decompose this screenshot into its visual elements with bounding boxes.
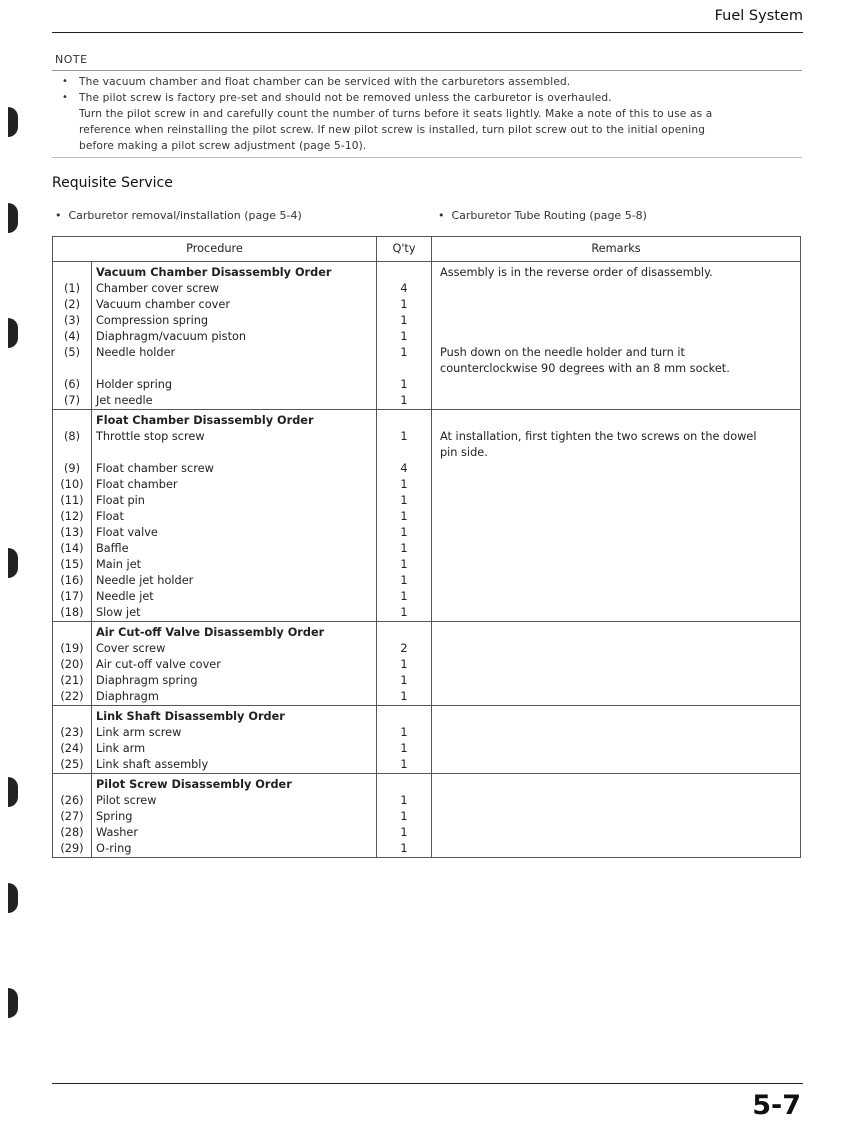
quantity: 1: [377, 429, 432, 445]
table-row: [53, 525, 801, 541]
part-name: Needle jet: [96, 590, 154, 603]
binder-hole: [8, 883, 18, 913]
remark: [432, 557, 801, 573]
item-number: [53, 410, 92, 430]
table-row: [53, 589, 801, 605]
part-name: Link shaft assembly: [92, 757, 377, 774]
remark: [432, 622, 801, 642]
item-number: (11): [53, 493, 92, 509]
remark: [432, 297, 801, 313]
item-number: (9): [53, 461, 92, 477]
part-name: Slow jet: [92, 605, 377, 622]
requisite-item: • Carburetor Tube Routing (page 5-8): [438, 209, 647, 222]
part-name: Air cut-off valve cover: [96, 658, 221, 671]
remark: [432, 793, 801, 809]
part-name: Link arm screw: [96, 726, 182, 739]
remark: [432, 741, 801, 757]
item-number: (2): [53, 297, 92, 313]
remark: Push down on the needle holder and turn it: [432, 345, 801, 361]
table-row: [53, 297, 801, 313]
table-row: [53, 281, 801, 297]
table-row: [53, 573, 801, 589]
quantity: 1: [377, 345, 432, 361]
quantity: 1: [377, 541, 432, 557]
bullet: •: [62, 76, 68, 87]
remark: [432, 774, 801, 794]
quantity: 1: [377, 689, 432, 706]
quantity: 1: [377, 809, 432, 825]
item-number: (14): [53, 541, 92, 557]
table-row: [53, 689, 801, 706]
quantity: 1: [377, 741, 432, 757]
quantity: [377, 706, 432, 726]
part-name: Float pin: [96, 494, 145, 507]
remark: [432, 725, 801, 741]
group-title-row: [53, 262, 801, 282]
item-number: (8): [53, 429, 92, 445]
header-rule: [52, 32, 803, 33]
remark: [432, 393, 801, 410]
note-box: [52, 70, 802, 158]
table-row: [53, 725, 801, 741]
table-row: [53, 793, 801, 809]
table-row: [53, 841, 801, 858]
binder-hole: [8, 988, 18, 1018]
quantity: 1: [377, 725, 432, 741]
note-line: before making a pilot screw adjustment (page 5-10).: [79, 140, 367, 152]
remark: [432, 525, 801, 541]
remark: [432, 706, 801, 726]
binder-hole: [8, 203, 18, 233]
note-line: reference when reinstalling the pilot screw. If new pilot screw is installed, turn pilot screw out to the initial opening: [79, 124, 706, 136]
item-number: (28): [53, 825, 92, 841]
part-name: Spring: [96, 810, 133, 823]
table-row: [53, 557, 801, 573]
table-row: [53, 641, 801, 657]
item-number: (29): [53, 841, 92, 858]
remark: [432, 410, 801, 430]
remark: [432, 313, 801, 329]
item-number: [53, 774, 92, 794]
item-number: (23): [53, 725, 92, 741]
part-name: Compression spring: [96, 314, 209, 327]
quantity: 1: [377, 841, 432, 858]
item-number: (19): [53, 641, 92, 657]
quantity: 4: [377, 281, 432, 297]
bullet: •: [62, 92, 68, 103]
remark: [432, 461, 801, 477]
group-title-row: [53, 622, 801, 642]
part-name: Float chamber screw: [96, 462, 214, 475]
part-name: Diaphragm/vacuum piston: [96, 330, 247, 343]
remark: counterclockwise 90 degrees with an 8 mm socket.: [432, 361, 801, 377]
item-number: (24): [53, 741, 92, 757]
remark: [432, 493, 801, 509]
quantity: [377, 410, 432, 430]
table-row: [53, 509, 801, 525]
table-row: [53, 345, 801, 361]
requisite-item: • Carburetor removal/installation (page 5-4): [55, 209, 302, 222]
part-name: [92, 445, 377, 461]
group-title-row: [53, 774, 801, 794]
quantity: 1: [377, 525, 432, 541]
remark: [432, 477, 801, 493]
item-number: (7): [53, 393, 92, 410]
item-number: (12): [53, 509, 92, 525]
part-name: Jet needle: [92, 393, 377, 410]
item-number: [53, 622, 92, 642]
item-number: (27): [53, 809, 92, 825]
quantity: 1: [377, 589, 432, 605]
remark: [432, 377, 801, 393]
group-title: Pilot Screw Disassembly Order: [92, 774, 377, 794]
binder-hole: [8, 318, 18, 348]
group-title: Float Chamber Disassembly Order: [92, 410, 377, 430]
part-name: Pilot screw: [96, 794, 157, 807]
quantity: [377, 774, 432, 794]
part-name: Needle holder: [96, 346, 176, 359]
part-name: Float chamber: [96, 478, 178, 491]
part-name: Baffle: [96, 542, 129, 555]
item-number: (17): [53, 589, 92, 605]
remark: [432, 657, 801, 673]
binder-hole: [8, 548, 18, 578]
remark: [432, 825, 801, 841]
note-line: Turn the pilot screw in and carefully count the number of turns before it seats lightly. Make a note of this to use as a: [79, 108, 713, 120]
part-name: [92, 361, 377, 377]
quantity: 1: [377, 297, 432, 313]
quantity: 1: [377, 605, 432, 622]
part-name: Cover screw: [96, 642, 166, 655]
table-row: [53, 477, 801, 493]
table-row: [53, 329, 801, 345]
table-row: [53, 673, 801, 689]
part-name: Link arm: [96, 742, 146, 755]
group-title: Air Cut-off Valve Disassembly Order: [92, 622, 377, 642]
item-number: (13): [53, 525, 92, 541]
table-row: [53, 361, 801, 377]
remark: [432, 573, 801, 589]
table-row: [53, 313, 801, 329]
remark: Assembly is in the reverse order of disassembly.: [432, 262, 801, 282]
table-row: [53, 605, 801, 622]
item-number: (1): [53, 281, 92, 297]
footer-rule: [52, 1083, 803, 1084]
table-row: [53, 461, 801, 477]
remark: At installation, first tighten the two screws on the dowel: [432, 429, 801, 445]
item-number: [53, 361, 92, 377]
group-title: Vacuum Chamber Disassembly Order: [92, 262, 377, 282]
table-row: [53, 657, 801, 673]
part-name: Diaphragm: [92, 689, 377, 706]
remark: [432, 281, 801, 297]
item-number: [53, 262, 92, 282]
item-number: (5): [53, 345, 92, 361]
quantity: [377, 262, 432, 282]
remark: [432, 689, 801, 706]
section-header: Fuel System: [714, 8, 803, 24]
quantity: [377, 445, 432, 461]
remark: [432, 509, 801, 525]
procedure-table: [52, 236, 801, 858]
part-name: Vacuum chamber cover: [96, 298, 230, 311]
table-row: [53, 493, 801, 509]
table-row: [53, 377, 801, 393]
remark: [432, 809, 801, 825]
remarks-header: Remarks: [432, 237, 801, 262]
quantity: 2: [377, 641, 432, 657]
binder-hole: [8, 777, 18, 807]
remark: pin side.: [432, 445, 801, 461]
note-line: The vacuum chamber and float chamber can be serviced with the carburetors assembled.: [79, 76, 571, 88]
part-name: Chamber cover screw: [96, 282, 220, 295]
note-line: The pilot screw is factory pre-set and should not be removed unless the carburetor is overhauled.: [79, 92, 612, 104]
requisite-service-title: Requisite Service: [52, 175, 173, 191]
quantity: 1: [377, 825, 432, 841]
quantity: [377, 361, 432, 377]
qty-header: Q'ty: [377, 237, 432, 262]
quantity: 1: [377, 493, 432, 509]
page-number: 5-7: [752, 1090, 801, 1121]
quantity: 1: [377, 509, 432, 525]
table-row: [53, 445, 801, 461]
item-number: (26): [53, 793, 92, 809]
quantity: 1: [377, 557, 432, 573]
part-name: Float valve: [96, 526, 158, 539]
table-row: [53, 393, 801, 410]
group-title-row: [53, 410, 801, 430]
item-number: (18): [53, 605, 92, 622]
item-number: (20): [53, 657, 92, 673]
item-number: (22): [53, 689, 92, 706]
part-name: Diaphragm spring: [96, 674, 198, 687]
quantity: 1: [377, 393, 432, 410]
table-row: [53, 809, 801, 825]
remark: [432, 673, 801, 689]
item-number: (25): [53, 757, 92, 774]
part-name: Washer: [96, 826, 139, 839]
group-title-row: [53, 706, 801, 726]
quantity: 1: [377, 657, 432, 673]
table-row: [53, 757, 801, 774]
item-number: (21): [53, 673, 92, 689]
part-name: Needle jet holder: [96, 574, 194, 587]
remark: [432, 757, 801, 774]
quantity: 1: [377, 329, 432, 345]
item-number: (6): [53, 377, 92, 393]
part-name: Holder spring: [96, 378, 173, 391]
item-number: (16): [53, 573, 92, 589]
quantity: 4: [377, 461, 432, 477]
binder-hole: [8, 107, 18, 137]
part-name: Main jet: [96, 558, 142, 571]
remark: [432, 605, 801, 622]
item-number: [53, 445, 92, 461]
remark: [432, 329, 801, 345]
table-row: [53, 541, 801, 557]
item-number: (3): [53, 313, 92, 329]
part-name: Throttle stop screw: [96, 430, 205, 443]
quantity: 1: [377, 793, 432, 809]
remark: [432, 541, 801, 557]
quantity: 1: [377, 313, 432, 329]
part-name: O-ring: [92, 841, 377, 858]
table-header-row: [53, 237, 801, 262]
quantity: 1: [377, 757, 432, 774]
table-row: [53, 825, 801, 841]
quantity: 1: [377, 673, 432, 689]
item-number: [53, 706, 92, 726]
table-body: [53, 262, 801, 858]
group-title: Link Shaft Disassembly Order: [92, 706, 377, 726]
item-number: (15): [53, 557, 92, 573]
table-row: [53, 741, 801, 757]
remark: [432, 641, 801, 657]
quantity: 1: [377, 573, 432, 589]
quantity: 1: [377, 377, 432, 393]
table-row: [53, 429, 801, 445]
procedure-header: Procedure: [53, 237, 377, 262]
quantity: [377, 622, 432, 642]
item-number: (10): [53, 477, 92, 493]
note-label: NOTE: [55, 53, 88, 66]
remark: [432, 589, 801, 605]
remark: [432, 841, 801, 858]
quantity: 1: [377, 477, 432, 493]
part-name: Float: [96, 510, 124, 523]
item-number: (4): [53, 329, 92, 345]
